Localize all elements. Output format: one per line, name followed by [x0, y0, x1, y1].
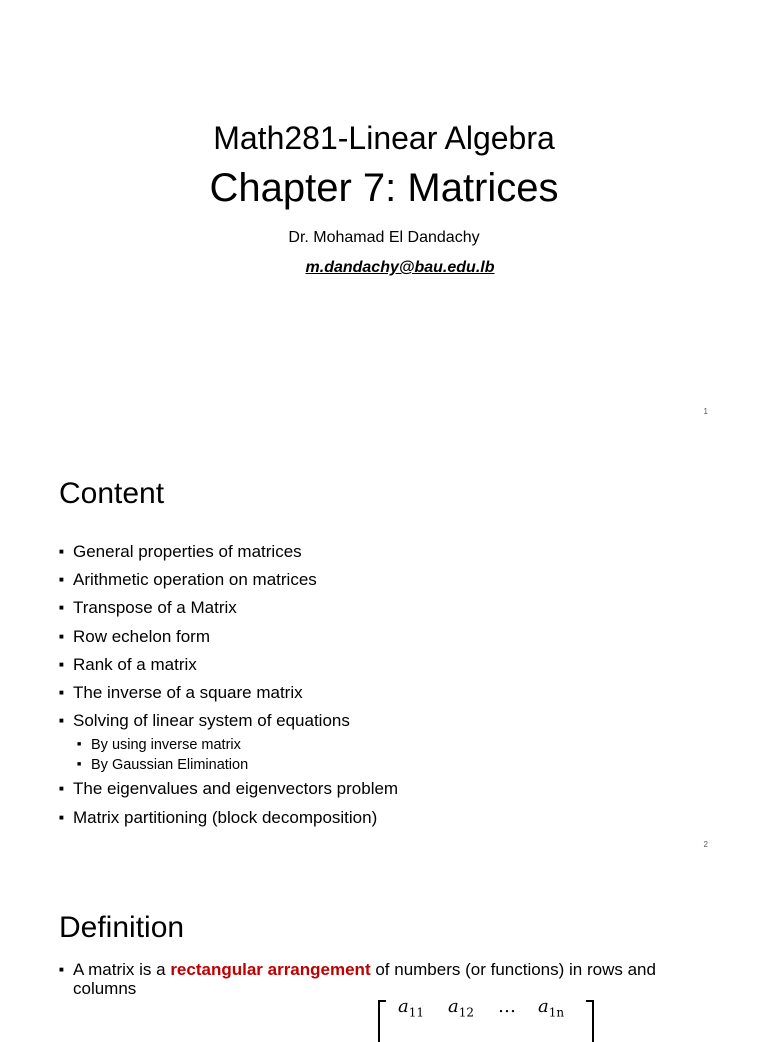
content-heading: Content: [59, 477, 165, 510]
matrix-preview: [372, 996, 602, 1036]
list-item: ■ Row echelon form: [59, 623, 398, 651]
matrix-element: $a_{12}$: [448, 996, 475, 1020]
sublist-container: [59, 735, 398, 775]
highlight-text: rectangular arrangement: [170, 960, 371, 979]
list-item: ■ Matrix partitioning (block decomposition): [59, 804, 398, 832]
definition-text: ■ A matrix is a rectangular arrangement of numbers (or functions) in rows and columns: [59, 960, 656, 998]
matrix-element: $a_{11}$: [398, 996, 425, 1020]
list-item: ■ Rank of a matrix: [59, 651, 398, 679]
list-item: ■ The inverse of a square matrix: [59, 679, 398, 707]
list-item: ■ The eigenvalues and eigenvectors problem: [59, 775, 398, 803]
sub-list: [59, 735, 398, 775]
list-item: ■ Arithmetic operation on matrices: [59, 566, 398, 594]
slide-1: [0, 0, 768, 430]
page-number: 2: [703, 840, 708, 849]
chapter-title: Chapter 7: Matrices: [209, 166, 559, 210]
author-email-link[interactable]: m.dandachy@bau.edu.lb: [305, 259, 495, 276]
slide-3: [0, 866, 768, 1024]
definition-heading: Definition: [59, 911, 185, 944]
author-name: Dr. Mohamad El Dandachy: [288, 229, 480, 246]
content-list: [59, 538, 398, 832]
list-item: ■ Solving of linear system of equations: [59, 707, 398, 735]
sub-list-item: ■ By Gaussian Elimination: [59, 755, 398, 775]
matrix-element: $a_{1n}$: [538, 996, 565, 1020]
list-item: ■ Transpose of a Matrix: [59, 594, 398, 622]
slide-2: [0, 432, 768, 852]
list-item: ■ General properties of matrices: [59, 538, 398, 566]
right-bracket: [586, 1000, 594, 1042]
sub-list-item: ■ By using inverse matrix: [59, 735, 398, 755]
left-bracket: [378, 1000, 386, 1042]
page-number: 1: [703, 407, 708, 416]
course-title: Math281-Linear Algebra: [213, 120, 555, 156]
matrix-element: …: [498, 996, 516, 1017]
bullet-icon: ■: [59, 965, 64, 974]
